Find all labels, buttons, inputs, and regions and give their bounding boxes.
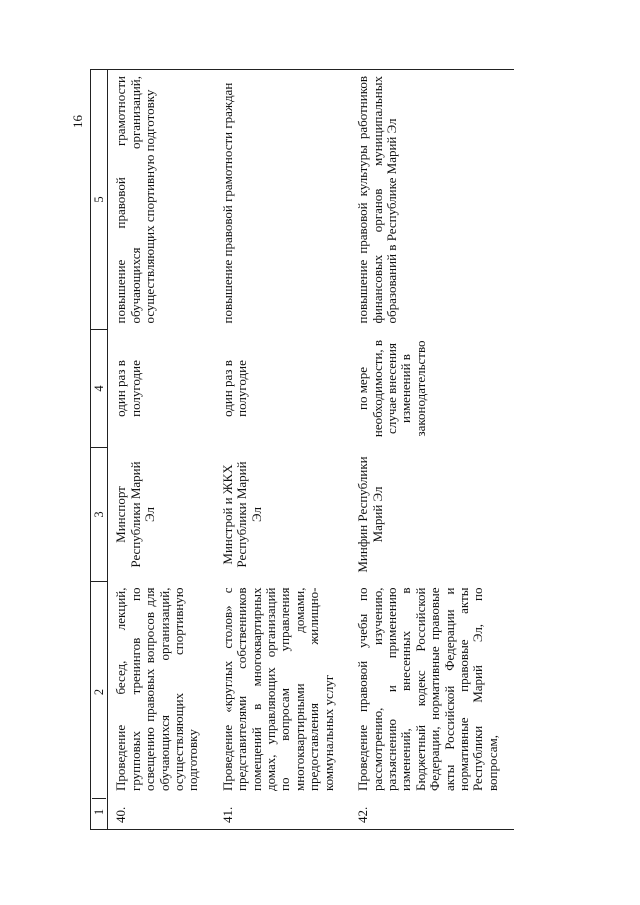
header-col-4: 4 [91,330,108,448]
measure-cell [350,582,514,830]
measure-cell [108,582,215,830]
measure-description: Проведение бесед, лекций, групповых тренингов по освещению правовых вопросов для обучающихся организаций, осуществляющих спортивную подготовку [113,587,201,791]
period-cell: один раз в полугодие [219,360,250,417]
rotated-table-region [70,70,530,830]
table-row [350,70,514,830]
executor-cell: Минфин Республики Марий Эл [355,456,385,573]
measure-cell [215,582,350,830]
row-number: 40. [113,806,129,823]
executor-cell: Минстрой и ЖКХ Республики Марий Эл [219,461,264,568]
result-cell: повышение правовой культуры работников финансовых органов муниципальных образований в Республике Марий Эл [350,70,514,330]
header-cell [91,582,108,830]
executor-cell: Минспорт Республики Марий Эл [113,461,158,568]
table-row [108,70,215,830]
table-header-row [91,70,108,830]
row-number: 41. [219,806,235,823]
table-row [215,70,350,830]
measures-table [90,69,514,830]
page-number: 16 [70,115,85,128]
header-col-5: 5 [91,70,108,330]
result-cell: повышение правовой грамотности обучающихся организаций, осуществляющих спортивную подготовку [108,70,215,330]
header-col-1: 1 [92,798,106,825]
measure-description: Проведение правовой учебы по рассмотрению, изучению, разъяснению и применению изменений, внесенных в Бюджетный кодекс Российской Федерации, нормативные правовые акты Российской Федерации и нормативные правовые акты Республики Марий Эл, по вопросам, [355,587,500,791]
period-cell: один раз в полугодие [113,360,143,417]
header-col-2: 2 [92,688,106,696]
period-cell: по мере необходимости, в случае внесения изменений в законодательство [355,339,428,438]
header-col-3: 3 [91,448,108,582]
result-cell: повышение правовой грамотности граждан [215,70,350,330]
measure-description: Проведение «круглых столов» с представителями собственников помещений в многоквартирных домах, управляющих организаций по вопросам управления многоквартирными домами, предоставления жилищно-коммунальных услуг [219,587,336,791]
row-number: 42. [355,806,371,823]
